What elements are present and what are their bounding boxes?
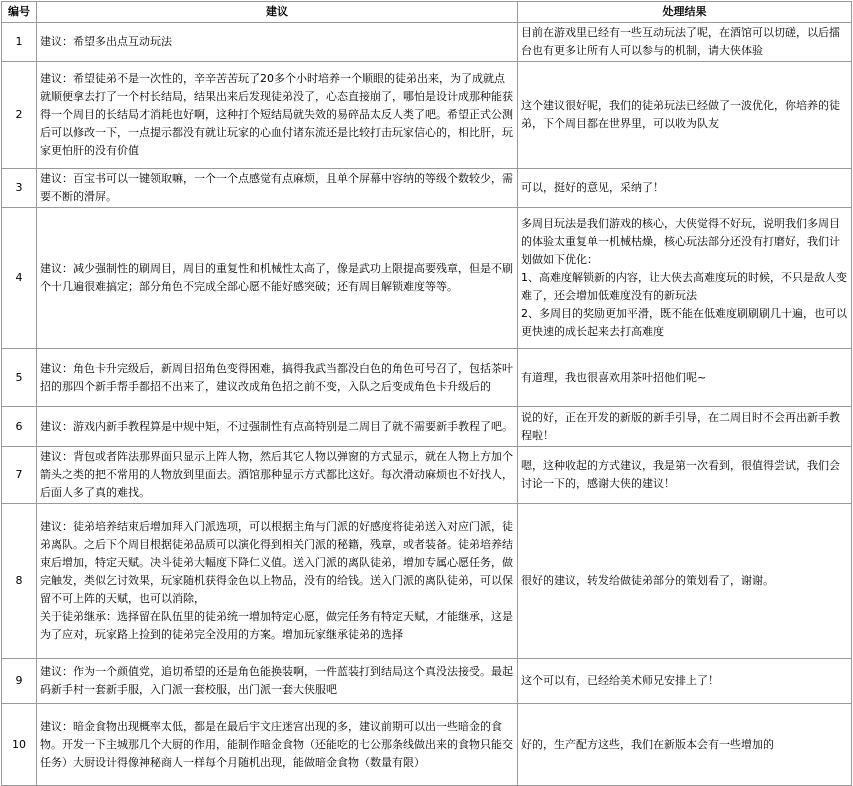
feedback-table	[1, 1, 852, 786]
suggestion-cell: 建议：减少强制性的刷周目，周目的重复性和机械性太高了，像是武功上限提高要残章，但是不刷个十几遍很难搞定；部分角色不完成全部心愿不能好感突破；还有周目解锁难度等等。	[37, 208, 518, 349]
suggestion-cell: 建议：背包或者阵法那界面只显示上阵人物，然后其它人物以弹窗的方式显示，就在人物上方加个箭头之类的把不常用的人物放到里面去。酒馆那种显示方式都比这好。每次滑动麻烦也不好找人，后面人多了真的难找。	[37, 447, 518, 504]
table-row	[2, 504, 852, 659]
table-row	[2, 208, 852, 349]
row-number: 7	[2, 447, 37, 504]
result-cell: 目前在游戏里已经有一些互动玩法了呢，在酒馆可以切磋，以后擂台也有更多让所有人可以参与的机制，请大侠体验	[518, 23, 852, 62]
result-cell: 多周目玩法是我们游戏的核心，大侠觉得不好玩，说明我们多周目的体验太重复单一机械枯燥，核心玩法部分还没有打磨好，我们计划做如下优化： 1、高难度解锁新的内容，让大侠去高难度玩的时候，不只是敌人变难了，还会增加低难度没有的新玩法 2、多周目的奖励更加平滑，既不能在低难度刷刷刷几十遍，也可以更快速的成长起来去打高难度	[518, 208, 852, 349]
result-cell: 这个建议很好呢，我们的徒弟玩法已经做了一波优化，你培养的徒弟，下个周目都在世界里，可以收为队友	[518, 62, 852, 169]
row-number: 5	[2, 349, 37, 407]
suggestion-cell: 建议：百宝书可以一键领取嘛，一个一个点感觉有点麻烦，且单个屏幕中容纳的等级个数较少，需要不断的滑屏。	[37, 169, 518, 208]
row-number: 1	[2, 23, 37, 62]
row-number: 9	[2, 659, 37, 704]
result-cell: 说的好，正在开发的新版的新手引导，在二周目时不会再出新手教程啦！	[518, 407, 852, 447]
suggestion-cell: 建议：游戏内新手教程算是中规中矩，不过强制性有点高特别是二周目了就不需要新手教程了吧。	[37, 407, 518, 447]
result-cell: 很好的建议，转发给做徒弟部分的策划看了，谢谢。	[518, 504, 852, 659]
table-row	[2, 659, 852, 704]
suggestion-cell: 建议：徒弟培养结束后增加拜入门派选项，可以根据主角与门派的好感度将徒弟送入对应门派，徒弟离队。之后下个周目根据徒弟品质可以演化得到相关门派的秘籍，残章，或者装备。徒弟培养结束后增加，特定天赋。决斗徒弟大幅度下降仁义值。送入门派的离队徒弟，增加专属心愿任务，做完触发，类似乞讨效果，玩家随机获得金色以上物品，没有的给钱。送入门派的离队徒弟，可以保留不可上阵的天赋，也可以消除， 关于徒弟继承：选择留在队伍里的徒弟统一增加特定心愿，做完任务有特定天赋，才能继承，这是为了应对，玩家路上捡到的徒弟完全没用的方案。增加玩家继承徒弟的选择	[37, 504, 518, 659]
table-row	[2, 169, 852, 208]
table-row	[2, 447, 852, 504]
suggestion-cell: 建议：暗金食物出现概率太低，都是在最后宇文庄迷宫出现的多，建议前期可以出一些暗金的食物。开发一下主城那几个大厨的作用，能制作暗金食物（还能吃的七公那条线做出来的食物只能交任务）大厨设计得像神秘商人一样每个月随机出现，能做暗金食物（数量有限）	[37, 704, 518, 786]
suggestion-cell: 建议：希望多出点互动玩法	[37, 23, 518, 62]
table-row	[2, 407, 852, 447]
table-row	[2, 349, 852, 407]
suggestion-cell: 建议：角色卡升完级后，新周目招角色变得困难，搞得我武当都没白色的角色可号召了，包括茶叶招的那四个新手帮手都招不出来了，建议改成角色招之前不变，入队之后变成角色卡升级后的	[37, 349, 518, 407]
result-cell: 这个可以有，已经给美术师兄安排上了！	[518, 659, 852, 704]
header-result: 处理结果	[518, 2, 852, 23]
suggestion-cell: 建议：作为一个颜值党，追切希望的还是角色能换装啊，一件蓝装打到结局这个真没法接受。最起码新手村一套新手服，入门派一套校服，出门派一套大侠服吧	[37, 659, 518, 704]
row-number: 10	[2, 704, 37, 786]
row-number: 6	[2, 407, 37, 447]
row-number: 8	[2, 504, 37, 659]
row-number: 4	[2, 208, 37, 349]
suggestion-cell: 建议：希望徒弟不是一次性的，辛辛苦苦玩了20多个小时培养一个顺眼的徒弟出来，为了成就点就顺便拿去打了一个村长结局，结果出来后发现徒弟没了，心态直接崩了，哪怕是设计成那种能获得一个周目的长结局才消耗也好啊，这种打个短结局就失效的易碎品太反人类了吧。希望正式公测后可以修改一下，一点提示都没有就让玩家的心血付诸东流还是比较打击玩家信心的，相比肝，玩家更怕肝的没有价值	[37, 62, 518, 169]
result-cell: 有道理，我也很喜欢用茶叶招他们呢~	[518, 349, 852, 407]
table-row	[2, 62, 852, 169]
header-num: 编号	[2, 2, 37, 23]
result-cell: 嗯，这种收起的方式建议，我是第一次看到，很值得尝试，我们会讨论一下的，感谢大侠的建议！	[518, 447, 852, 504]
row-number: 3	[2, 169, 37, 208]
row-number: 2	[2, 62, 37, 169]
header-row	[2, 2, 852, 23]
table-row	[2, 23, 852, 62]
result-cell: 好的，生产配方这些，我们在新版本会有一些增加的	[518, 704, 852, 786]
table-row	[2, 704, 852, 786]
header-suggestion: 建议	[37, 2, 518, 23]
result-cell: 可以，挺好的意见，采纳了！	[518, 169, 852, 208]
